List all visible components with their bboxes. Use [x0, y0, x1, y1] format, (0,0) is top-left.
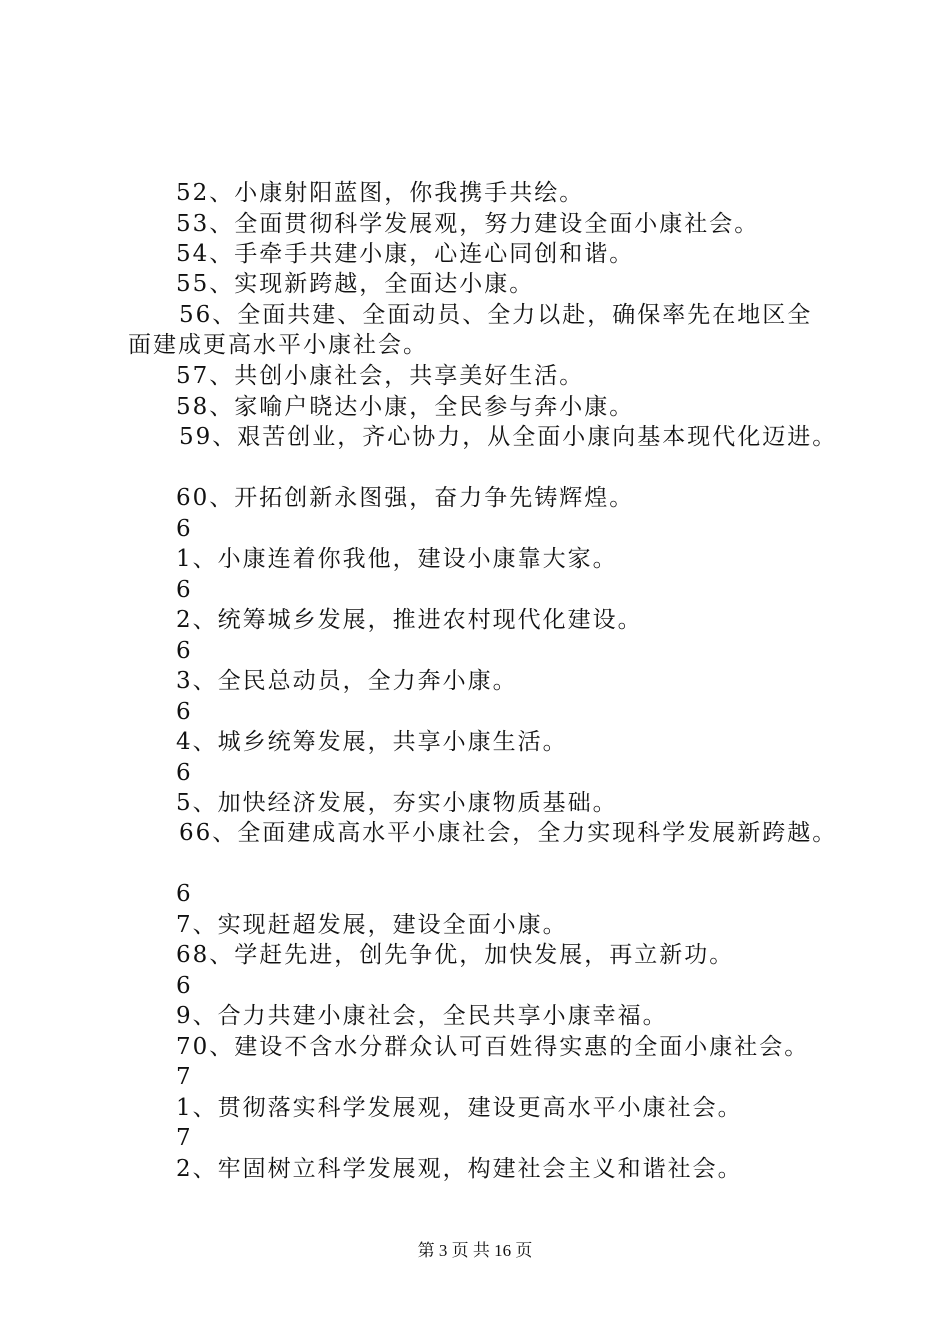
slogan-line: 4、城乡统筹发展，共享小康生活。 — [176, 729, 568, 755]
slogan-line: 1、小康连着你我他，建设小康靠大家。 — [176, 546, 618, 572]
slogan-line: 9、合力共建小康社会，全民共享小康幸福。 — [176, 1003, 668, 1029]
slogan-line: 60、开拓创新永图强，奋力争先铸辉煌。 — [176, 485, 635, 511]
slogan-line: 66、全面建成高水平小康社会，全力实现科学发展新跨越。 — [179, 820, 838, 846]
slogan-line: 53、全面贯彻科学发展观，努力建设全面小康社会。 — [176, 211, 760, 237]
slogan-number-fragment: 6 — [176, 881, 193, 907]
slogan-number-fragment: 6 — [176, 699, 193, 725]
slogan-number-fragment: 6 — [176, 973, 193, 999]
slogan-line: 2、统筹城乡发展，推进农村现代化建设。 — [176, 607, 643, 633]
slogan-number-fragment: 7 — [176, 1064, 193, 1090]
slogan-number-fragment: 6 — [176, 638, 193, 664]
slogan-line: 68、学赶先进，创先争优，加快发展，再立新功。 — [176, 942, 735, 968]
slogan-line: 3、全民总动员，全力奔小康。 — [176, 668, 518, 694]
slogan-line: 58、家喻户晓达小康，全民参与奔小康。 — [176, 394, 635, 420]
slogan-line: 70、建设不含水分群众认可百姓得实惠的全面小康社会。 — [176, 1034, 810, 1060]
slogan-number-fragment: 6 — [176, 760, 193, 786]
page-footer: 第 3 页 共 16 页 — [417, 1241, 533, 1260]
slogan-number-fragment: 6 — [176, 516, 193, 542]
slogan-line: 57、共创小康社会，共享美好生活。 — [176, 363, 585, 389]
slogan-line: 7、实现赶超发展，建设全面小康。 — [176, 912, 568, 938]
slogan-number-fragment: 6 — [176, 577, 193, 603]
slogan-line: 54、手牵手共建小康，心连心同创和谐。 — [176, 241, 635, 267]
slogan-line-continuation: 面建成更高水平小康社会。 — [128, 332, 428, 358]
slogan-line: 59、艰苦创业，齐心协力，从全面小康向基本现代化迈进。 — [179, 424, 838, 450]
slogan-line: 56、全面共建、全面动员、全力以赴，确保率先在地区全 — [179, 302, 813, 328]
slogan-number-fragment: 7 — [176, 1125, 193, 1151]
slogan-line: 5、加快经济发展，夯实小康物质基础。 — [176, 790, 618, 816]
slogan-line: 52、小康射阳蓝图，你我携手共绘。 — [176, 180, 585, 206]
slogan-line: 2、牢固树立科学发展观，构建社会主义和谐社会。 — [176, 1156, 743, 1182]
slogan-line: 55、实现新跨越，全面达小康。 — [176, 271, 535, 297]
slogan-line: 1、贯彻落实科学发展观，建设更高水平小康社会。 — [176, 1095, 743, 1121]
